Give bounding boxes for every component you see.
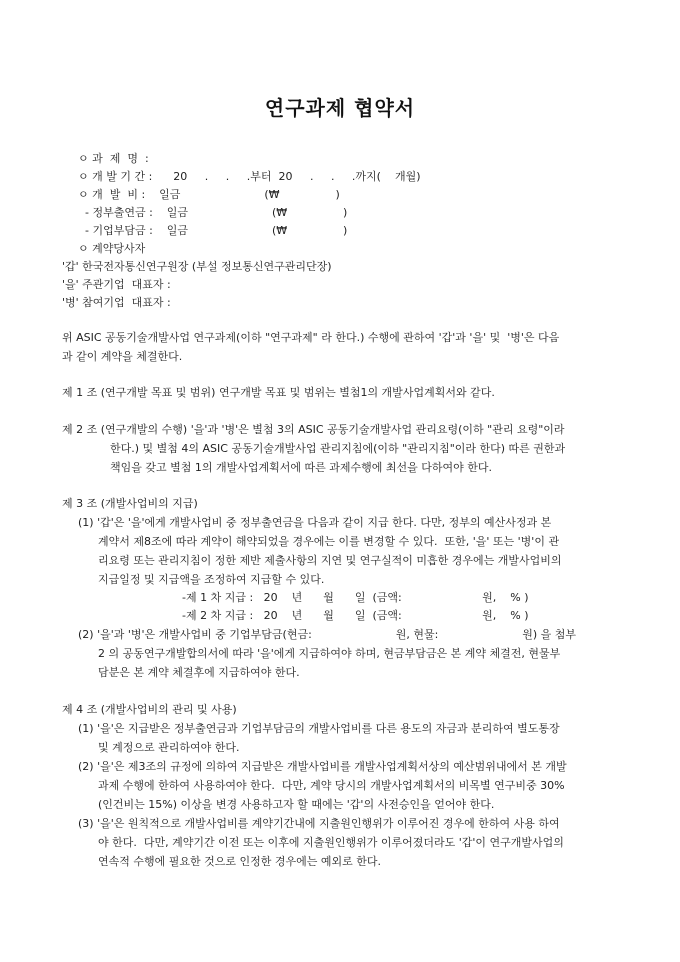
- party-b: '을' 주관기업 대표자 :: [62, 278, 171, 291]
- party-a: '갑' 한국전자통신연구원장 (부설 정보통신연구관리단장): [62, 260, 332, 273]
- article-3-p2-line: 2 의 공동연구개발합의서에 따라 '을'에게 지급하여야 하며, 현금부담금은 본 계약 체결전, 현물부: [98, 647, 561, 660]
- intro-line: 위 ASIC 공동기술개발사업 연구과제(이하 "연구과제" 라 한다.) 수행에 관하여 '갑'과 '을' 및 '병'은 다음: [62, 331, 560, 344]
- article-3-heading: 제 3 조 (개발사업비의 지급): [62, 497, 198, 510]
- article-3-p1-line: 지급일정 및 지급액을 조정하여 지급할 수 있다.: [98, 573, 325, 586]
- article-3-p1-line: 계약서 제8조에 따라 계약이 해약되었을 경우에는 이를 변경할 수 있다. 또한, '을' 또는 '병'이 관: [98, 535, 560, 548]
- project-name-field: ㅇ 과 제 명 :: [78, 152, 149, 165]
- intro-line: 과 같이 계약을 체결한다.: [62, 350, 183, 363]
- article-1: 제 1 조 (연구개발 목표 및 범위) 연구개발 목표 및 범위는 별첨1의 개발사업계획서와 같다.: [62, 386, 495, 399]
- company-share-field: - 기업부담금 : 일금 (₩ ): [78, 224, 348, 237]
- article-4-p2-line: (인건비는 15%) 이상을 변경 사용하고자 할 때에는 '갑'의 사전승인을 얻어야 한다.: [98, 798, 495, 811]
- article-3-p1-line: 리요령 또는 관리지침이 정한 제반 제출사항의 지연 및 연구실적이 미흡한 경우에는 개발사업비의: [98, 554, 562, 567]
- article-2-line: 제 2 조 (연구개발의 수행) '을'과 '병'은 별첨 3의 ASIC 공동기술개발사업 관리요령(이하 "관리 요령"이라: [62, 423, 565, 436]
- article-4-p3-line: 연속적 수행에 필요한 것으로 인정한 경우에는 예외로 한다.: [98, 855, 381, 868]
- article-4-p2-line: 과제 수행에 한하여 사용하여야 한다. 다만, 계약 당시의 개발사업계획서의 비목별 연구비중 30%: [98, 779, 565, 792]
- development-period-field: ㅇ 개 발 기 간 : 20 . . .부터 20 . . .까지( 개월): [78, 170, 421, 183]
- article-4-p3-line: 야 한다. 다만, 계약기간 이전 또는 이후에 지출원인행위가 이루어졌더라도 '갑'이 연구개발사업의: [98, 836, 564, 849]
- article-4-heading: 제 4 조 (개발사업비의 관리 및 사용): [62, 703, 237, 716]
- payment-schedule-2: -제 2 차 지급 : 20 년 월 일 (금액: 원, % ): [182, 609, 529, 622]
- article-4-p2-line: (2) '을'은 제3조의 규정에 의하여 지급받은 개발사업비를 개발사업계획서상의 예산범위내에서 본 개발: [78, 760, 567, 773]
- article-4-p3-line: (3) '을'은 원칙적으로 개발사업비를 계약기간내에 지출원인행위가 이루어진 경우에 한하여 사용 하여: [78, 817, 560, 830]
- article-3-p1-line: (1) '갑'은 '을'에게 개발사업비 중 정부출연금을 다음과 같이 지급 한다. 다만, 정부의 예산사정과 본: [78, 516, 552, 529]
- article-4-p1-line: 및 계정으로 관리하여야 한다.: [98, 741, 240, 754]
- article-3-p2-line: (2) '을'과 '병'은 개발사업비 중 기업부담금(현금: 원, 현물: 원) 을 첨부: [78, 628, 576, 641]
- contract-parties-label: ㅇ 계약당사자: [78, 242, 146, 255]
- document-title: 연구과제 협약서: [264, 96, 416, 120]
- article-2-line: 한다.) 및 별첨 4의 ASIC 공동기술개발사업 관리지침에(이하 "관리지침"이라 한다) 따른 권한과: [110, 442, 566, 455]
- party-c: '병' 참여기업 대표자 :: [62, 296, 171, 309]
- government-fund-field: - 정부출연금 : 일금 (₩ ): [78, 206, 348, 219]
- article-2-line: 책임을 갖고 별첨 1의 개발사업계획서에 따른 과제수행에 최선을 다하여야 한다.: [110, 461, 492, 474]
- article-4-p1-line: (1) '을'은 지급받은 정부출연금과 기업부담금의 개발사업비를 다른 용도의 자금과 분리하여 별도통장: [78, 722, 560, 735]
- article-3-p2-line: 담분은 본 계약 체결후에 지급하여야 한다.: [98, 666, 300, 679]
- development-cost-field: ㅇ 개 발 비 : 일금 (₩ ): [78, 188, 340, 201]
- payment-schedule-1: -제 1 차 지급 : 20 년 월 일 (금액: 원, % ): [182, 591, 529, 604]
